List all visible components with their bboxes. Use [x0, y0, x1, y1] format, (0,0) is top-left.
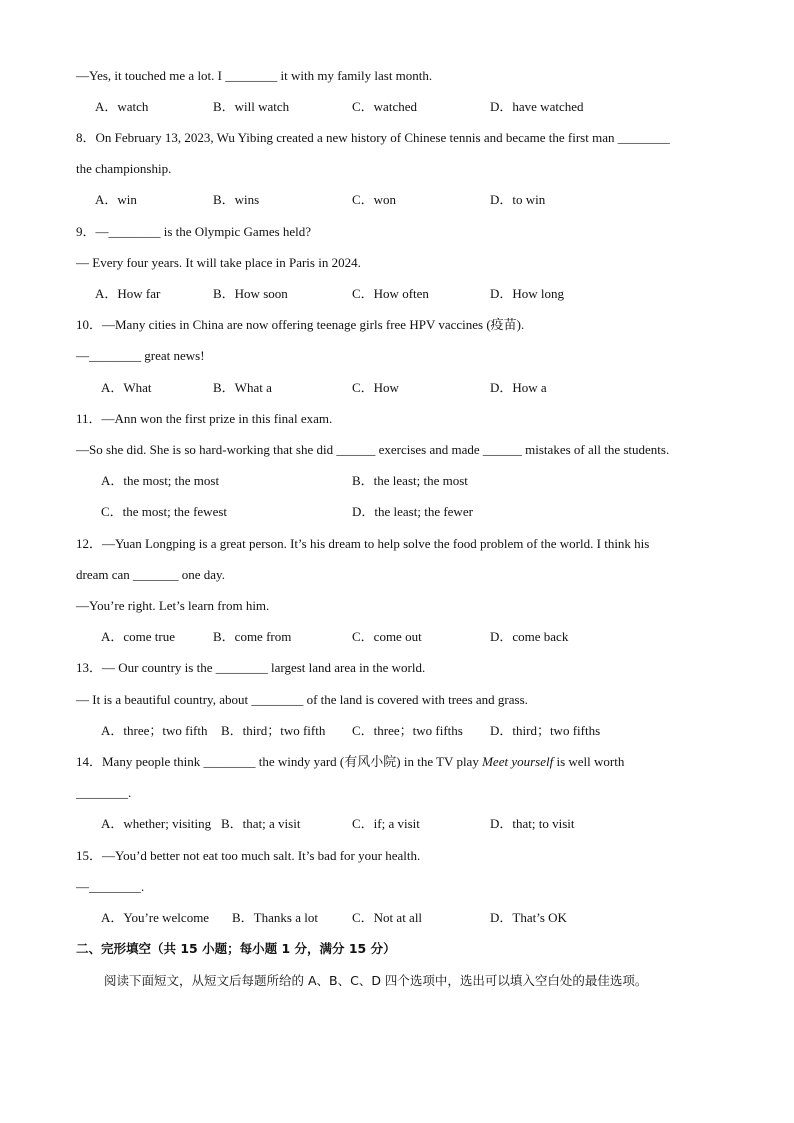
q7-option-a: A．watch — [95, 99, 149, 114]
question-8-line-1: 8．On February 13, 2023, Wu Yibing created a new history of Chinese tennis and became the first man ________ — [76, 130, 670, 145]
q11-option-c: C．the most; the fewest — [101, 504, 228, 519]
q12-option-b: B．come from — [213, 629, 292, 644]
q8-option-c: C．won — [352, 192, 397, 207]
q13-option-b: B．third；two fifth — [221, 723, 326, 738]
q14-text-part-1: 14．Many people think ________ the windy yard (有风小院) in the TV play — [76, 754, 479, 769]
question-9-line-1: 9．—________ is the Olympic Games held? — [76, 224, 312, 239]
tv-play-title: Meet yourself — [482, 754, 554, 769]
q13-option-d: D．third；two fifths — [490, 723, 601, 738]
question-13-line-2: — It is a beautiful country, about ________ of the land is covered with trees and grass. — [76, 692, 528, 707]
q11-option-d: D．the least; the fewer — [352, 504, 473, 519]
q15-option-a: A．You’re welcome — [101, 910, 210, 925]
q10-option-d: D．How a — [490, 380, 547, 395]
question-12-line-2: dream can _______ one day. — [76, 567, 225, 582]
q11-option-a: A．the most; the most — [101, 473, 220, 488]
q9-option-b: B．How soon — [213, 286, 288, 301]
q7-option-b: B．will watch — [213, 99, 290, 114]
q14-text-part-2: is well worth — [556, 754, 625, 769]
q9-option-d: D．How long — [490, 286, 565, 301]
q14-option-a: A．whether; visiting — [101, 816, 212, 831]
q8-option-b: B．wins — [213, 192, 260, 207]
question-11-line-1: 11．—Ann won the first prize in this final exam. — [76, 411, 333, 426]
question-13-line-1: 13．— Our country is the ________ largest land area in the world. — [76, 660, 426, 675]
q10-option-b: B．What a — [213, 380, 272, 395]
question-9-line-2: — Every four years. It will take place in Paris in 2024. — [76, 255, 361, 270]
section-2-title: 二、完形填空（共 15 小题；每小题 1 分，满分 15 分） — [76, 941, 396, 956]
section-2-instruction: 阅读下面短文，从短文后每题所给的 A、B、C、D 四个选项中，选出可以填入空白处的最佳选项。 — [104, 973, 648, 988]
q10-option-a: A．What — [101, 380, 152, 395]
question-12-line-3: —You’re right. Let’s learn from him. — [76, 598, 270, 613]
q14-option-c: C．if; a visit — [352, 816, 420, 831]
question-12-line-1: 12．—Yuan Longping is a great person. It’s his dream to help solve the food problem of the world. I think his — [76, 536, 650, 551]
question-10-line-1: 10．—Many cities in China are now offering teenage girls free HPV vaccines (疫苗). — [76, 317, 525, 332]
q12-option-d: D．come back — [490, 629, 569, 644]
q12-option-c: C．come out — [352, 629, 422, 644]
question-15-line-2: —________. — [76, 879, 145, 894]
question-10-line-2: —________ great news! — [76, 348, 205, 363]
q15-option-b: B．Thanks a lot — [232, 910, 318, 925]
question-8-line-2: the championship. — [76, 161, 172, 176]
q13-option-a: A．three；two fifth — [101, 723, 208, 738]
q13-option-c: C．three；two fifths — [352, 723, 463, 738]
question-14-line-2: ________. — [76, 785, 132, 800]
question-11-line-2: —So she did. She is so hard-working that she did ______ exercises and made ______ mistakes of all the students. — [76, 442, 670, 457]
question-14-line-1 — [76, 754, 624, 770]
q9-option-c: C．How often — [352, 286, 429, 301]
q14-option-d: D．that; to visit — [490, 816, 575, 831]
q9-option-a: A．How far — [95, 286, 161, 301]
question-7-stem: —Yes, it touched me a lot. I ________ it with my family last month. — [76, 68, 433, 83]
q10-option-c: C．How — [352, 380, 399, 395]
q7-option-c: C．watched — [352, 99, 417, 114]
q7-option-d: D．have watched — [490, 99, 584, 114]
q12-option-a: A．come true — [101, 629, 176, 644]
q15-option-d: D．That’s OK — [490, 910, 567, 925]
q14-option-b: B．that; a visit — [221, 816, 301, 831]
q8-option-a: A．win — [95, 192, 137, 207]
q11-option-b: B．the least; the most — [352, 473, 468, 488]
question-15-line-1: 15．—You’d better not eat too much salt. It’s bad for your health. — [76, 848, 421, 863]
q8-option-d: D．to win — [490, 192, 546, 207]
q15-option-c: C．Not at all — [352, 910, 423, 925]
